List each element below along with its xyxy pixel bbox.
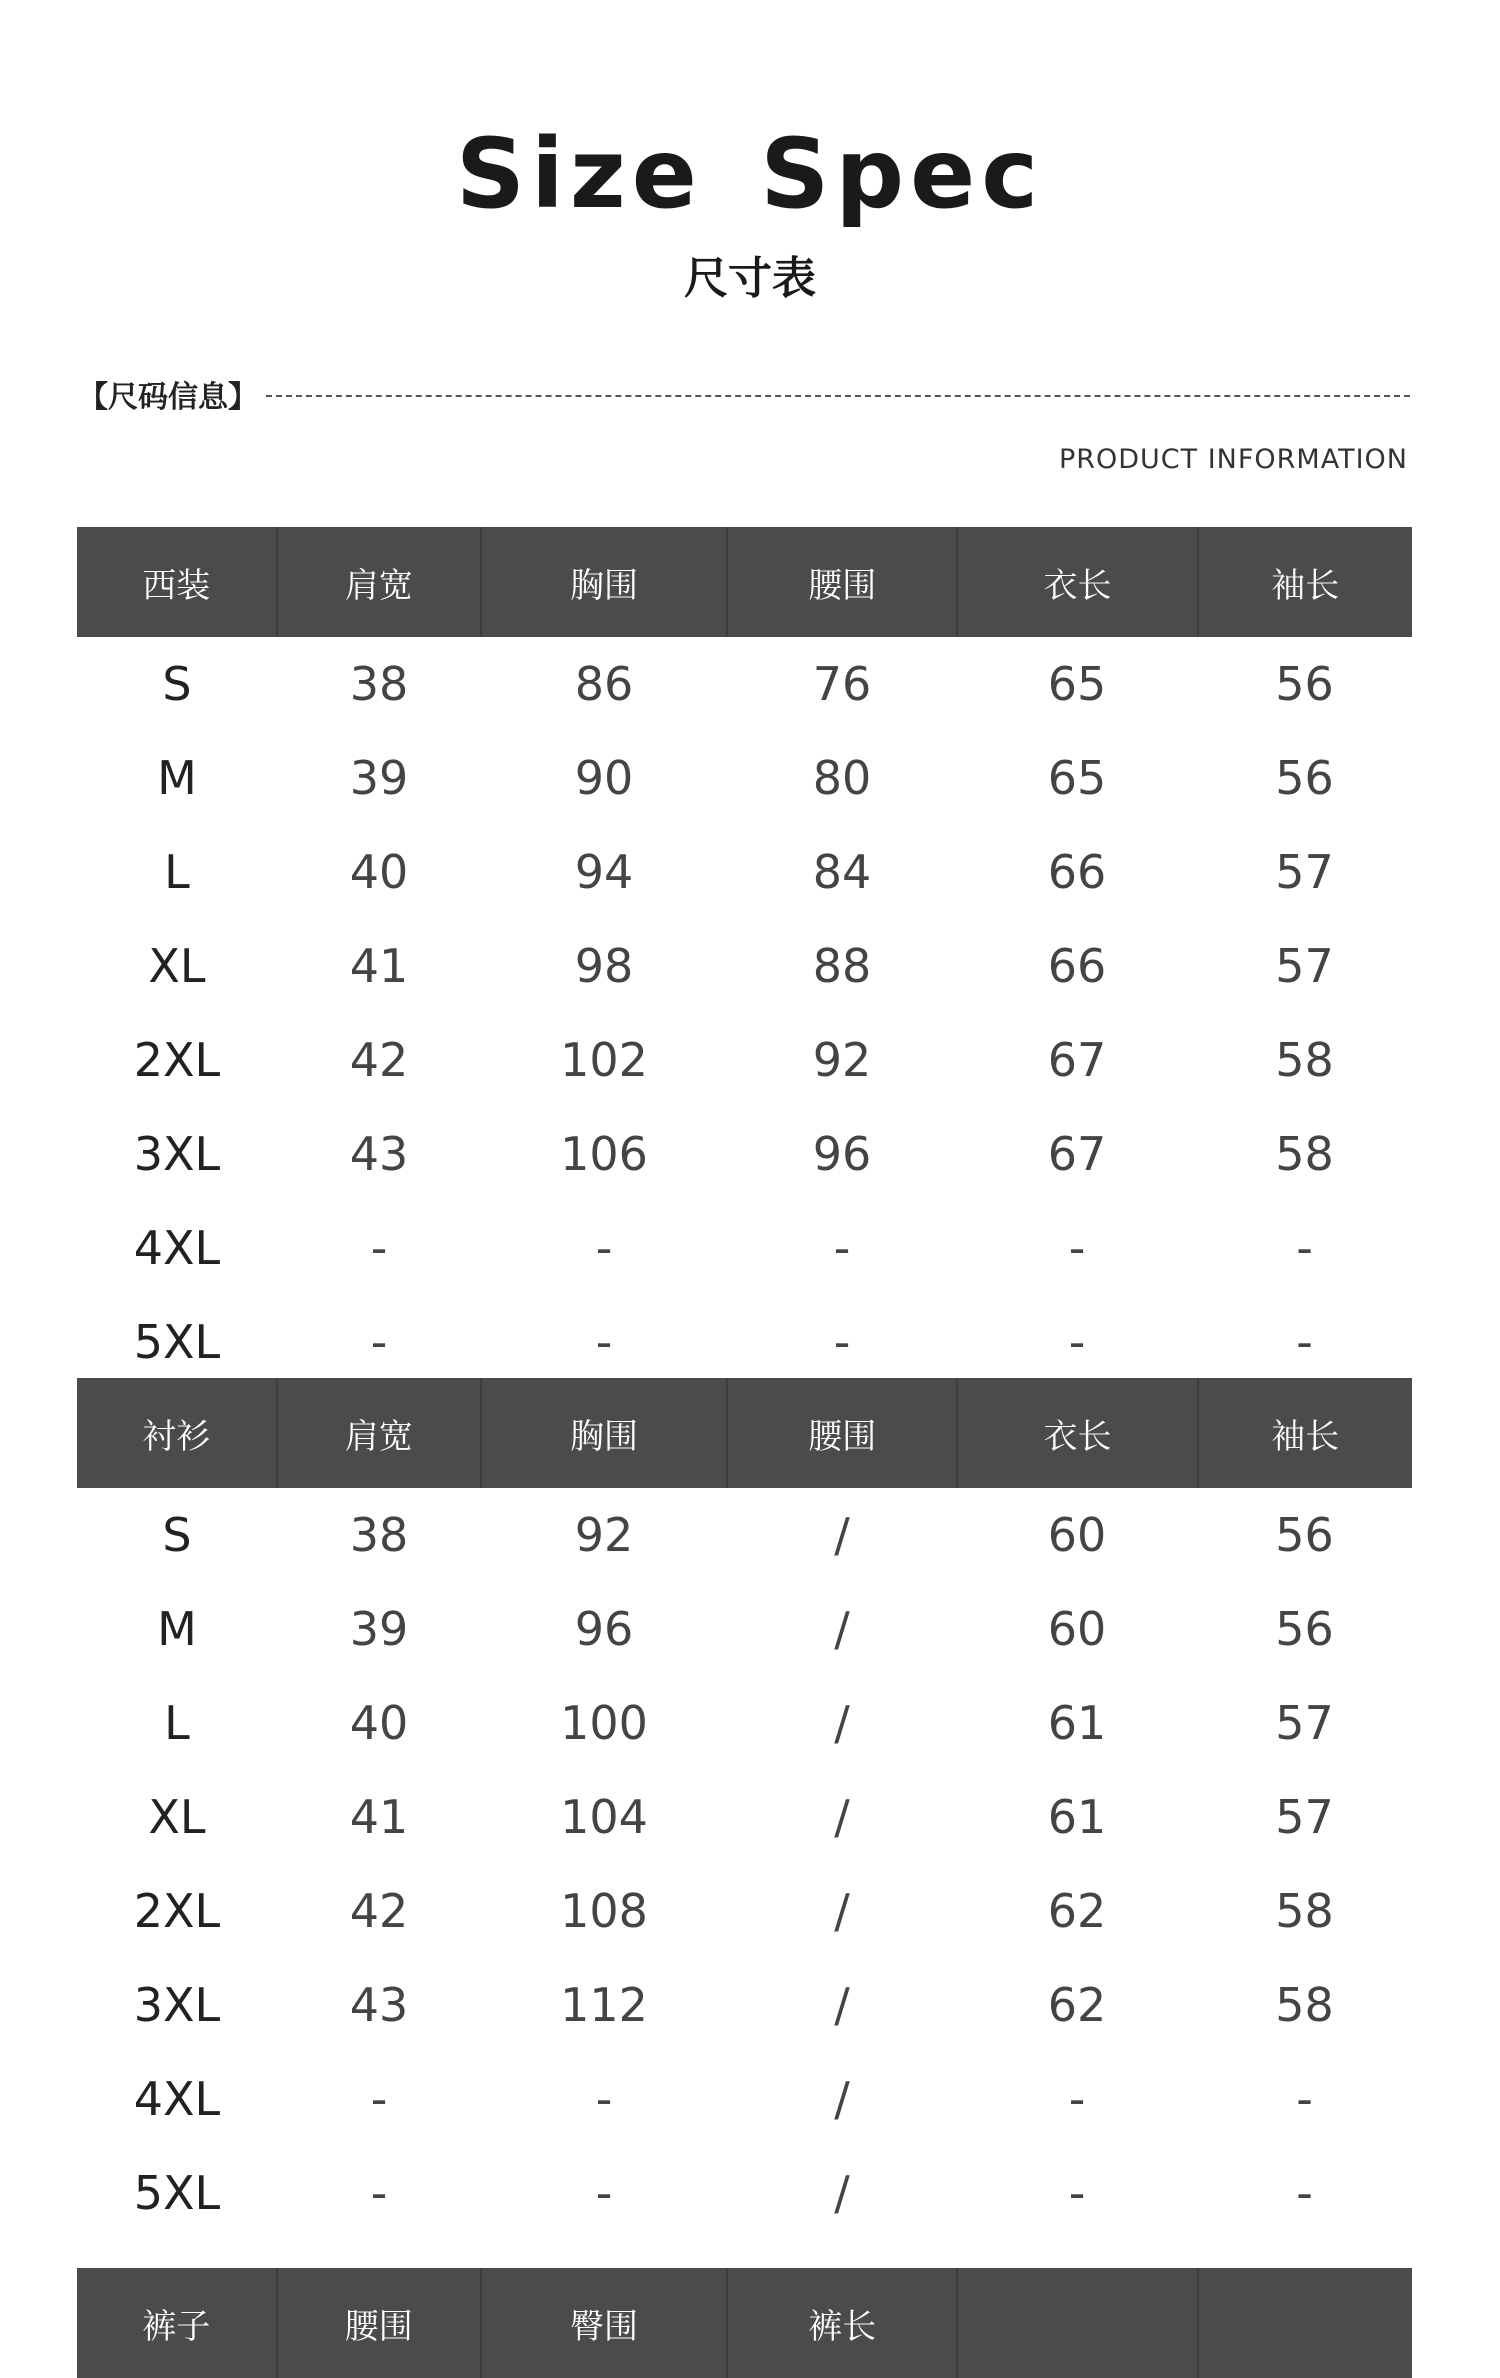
table-cell: 38 (349, 1508, 409, 1562)
size-cell: 4XL (133, 2072, 221, 2126)
table-cell: - (595, 1221, 613, 1275)
table-cell: 58 (1275, 1884, 1334, 1938)
table-cell: 43 (349, 1127, 409, 1181)
size-cell: 5XL (133, 2166, 221, 2220)
table-cell: 56 (1275, 657, 1334, 711)
table-cell: 96 (812, 1127, 872, 1181)
page-title: Size Spec (455, 118, 1045, 230)
table-cell: - (1068, 1315, 1086, 1369)
table-cell: 62 (1047, 1978, 1107, 2032)
table-cell: 112 (560, 1978, 648, 2032)
table-row (77, 2146, 1412, 2240)
table-cell: 61 (1047, 1696, 1107, 1750)
table-cell: / (834, 1508, 850, 1562)
table-cell: 104 (560, 1790, 648, 1844)
table-header (77, 1378, 1412, 1488)
table-row (77, 1488, 1412, 1582)
table-cell: 39 (349, 751, 409, 805)
size-cell: M (157, 751, 197, 805)
table-cell: / (834, 2166, 850, 2220)
header-cell: 腰围 (728, 527, 958, 637)
header-cell: 袖长 (1271, 565, 1340, 606)
table-cell: 57 (1275, 939, 1334, 993)
table-cell: 94 (574, 845, 634, 899)
table-cell: 100 (560, 1696, 648, 1750)
table-cell: 38 (349, 657, 409, 711)
table-row (77, 1958, 1412, 2052)
size-cell: 2XL (133, 1033, 221, 1087)
table-cell: 58 (1275, 1127, 1334, 1181)
table-cell: 66 (1047, 845, 1107, 899)
table-cell: 62 (1047, 1884, 1107, 1938)
dashed-divider (266, 395, 1410, 397)
table-row (77, 825, 1412, 919)
product-information-label: PRODUCT INFORMATION (1058, 444, 1408, 475)
table-cell: 86 (574, 657, 634, 711)
table-row (77, 1864, 1412, 1958)
table-cell: - (1296, 2072, 1313, 2126)
table-cell: 56 (1275, 1602, 1334, 1656)
table-cell: 57 (1275, 845, 1334, 899)
header-cell: 腰围 (728, 1378, 958, 1488)
table-cell: - (833, 1221, 851, 1275)
size-cell: XL (148, 939, 206, 993)
header-cell: 袖长 (1271, 1416, 1340, 1457)
table-cell: 42 (349, 1033, 409, 1087)
table-cell: 90 (574, 751, 634, 805)
table-cell: 67 (1047, 1033, 1107, 1087)
table-cell: - (1068, 2072, 1086, 2126)
table-cell: 41 (349, 1790, 409, 1844)
header-cell: 裤子 (77, 2268, 278, 2378)
table-cell: 88 (812, 939, 872, 993)
header-cell: 衣长 (958, 527, 1198, 637)
table-cell: / (834, 1978, 850, 2032)
table-cell: 92 (574, 1508, 634, 1562)
table-cell: 66 (1047, 939, 1107, 993)
size-cell: 2XL (133, 1884, 221, 1938)
size-cell: M (157, 1602, 197, 1656)
header-cell: 臀围 (482, 2268, 728, 2378)
table-cell: 39 (349, 1602, 409, 1656)
header-cell: 裤长 (728, 2268, 958, 2378)
table-row (77, 731, 1412, 825)
pants-size-table (77, 2268, 1412, 2378)
size-cell: L (164, 845, 190, 899)
table-row (77, 919, 1412, 1013)
table-cell: - (370, 2072, 388, 2126)
size-cell: 4XL (133, 1221, 221, 1275)
table-cell: - (370, 1315, 388, 1369)
table-cell: 108 (560, 1884, 648, 1938)
table-cell: 65 (1047, 657, 1107, 711)
table-cell: - (1068, 1221, 1086, 1275)
table-cell: / (834, 1696, 850, 1750)
table-cell: - (595, 2072, 613, 2126)
table-cell: 56 (1275, 1508, 1334, 1562)
size-cell: S (162, 1508, 192, 1562)
table-cell: / (834, 1790, 850, 1844)
table-cell: 102 (560, 1033, 648, 1087)
table-cell: - (370, 2166, 388, 2220)
suit-size-table (77, 527, 1412, 1389)
header-cell (958, 2268, 1198, 2378)
page-subtitle: 尺寸表 (684, 253, 816, 304)
size-cell: S (162, 657, 192, 711)
header-cell: 衣长 (958, 1378, 1198, 1488)
size-cell: 5XL (133, 1315, 221, 1369)
header-cell: 肩宽 (278, 527, 482, 637)
table-cell: - (833, 1315, 851, 1369)
table-cell: 42 (349, 1884, 409, 1938)
size-cell: 3XL (133, 1127, 221, 1181)
table-cell: - (1296, 1315, 1313, 1369)
table-cell: 98 (574, 939, 634, 993)
table-cell: 106 (560, 1127, 648, 1181)
table-cell: 84 (812, 845, 872, 899)
table-cell: 96 (574, 1602, 634, 1656)
table-cell: 60 (1047, 1508, 1107, 1562)
table-cell: 60 (1047, 1602, 1107, 1656)
table-header (77, 527, 1412, 637)
table-header (77, 2268, 1412, 2378)
table-cell: 58 (1275, 1978, 1334, 2032)
shirt-size-table (77, 1378, 1412, 2240)
header-cell: 胸围 (482, 527, 728, 637)
table-cell: / (834, 2072, 850, 2126)
table-row (77, 1013, 1412, 1107)
header-cell: 西装 (77, 527, 278, 637)
table-cell: - (595, 2166, 613, 2220)
table-row (77, 1770, 1412, 1864)
header-cell: 肩宽 (278, 1378, 482, 1488)
table-cell: 43 (349, 1978, 409, 2032)
table-cell: / (834, 1884, 850, 1938)
table-row (77, 1107, 1412, 1201)
table-cell: 92 (812, 1033, 872, 1087)
size-info-label: 【尺码信息】 (78, 380, 258, 415)
table-cell: - (1296, 2166, 1313, 2220)
table-cell: 56 (1275, 751, 1334, 805)
table-cell: 41 (349, 939, 409, 993)
size-cell: L (164, 1696, 190, 1750)
table-cell: / (834, 1602, 850, 1656)
header-cell: 腰围 (278, 2268, 482, 2378)
table-row (77, 637, 1412, 731)
table-row (77, 1676, 1412, 1770)
size-info-line (78, 372, 1410, 416)
table-cell: - (1068, 2166, 1086, 2220)
table-cell: 40 (349, 845, 409, 899)
table-cell: - (1296, 1221, 1313, 1275)
table-row (77, 2052, 1412, 2146)
table-row (77, 1201, 1412, 1295)
table-row (77, 1295, 1412, 1389)
table-cell: 65 (1047, 751, 1107, 805)
table-cell: 80 (812, 751, 872, 805)
table-cell: 67 (1047, 1127, 1107, 1181)
table-cell: 57 (1275, 1790, 1334, 1844)
header-cell (1199, 2268, 1412, 2378)
table-cell: 58 (1275, 1033, 1334, 1087)
table-cell: 40 (349, 1696, 409, 1750)
table-cell: - (595, 1315, 613, 1369)
table-cell: 61 (1047, 1790, 1107, 1844)
table-cell: 57 (1275, 1696, 1334, 1750)
table-row (77, 1582, 1412, 1676)
size-cell: 3XL (133, 1978, 221, 2032)
header-cell: 胸围 (482, 1378, 728, 1488)
header-cell: 衬衫 (77, 1378, 278, 1488)
size-cell: XL (148, 1790, 206, 1844)
table-cell: - (370, 1221, 388, 1275)
table-cell: 76 (812, 657, 872, 711)
